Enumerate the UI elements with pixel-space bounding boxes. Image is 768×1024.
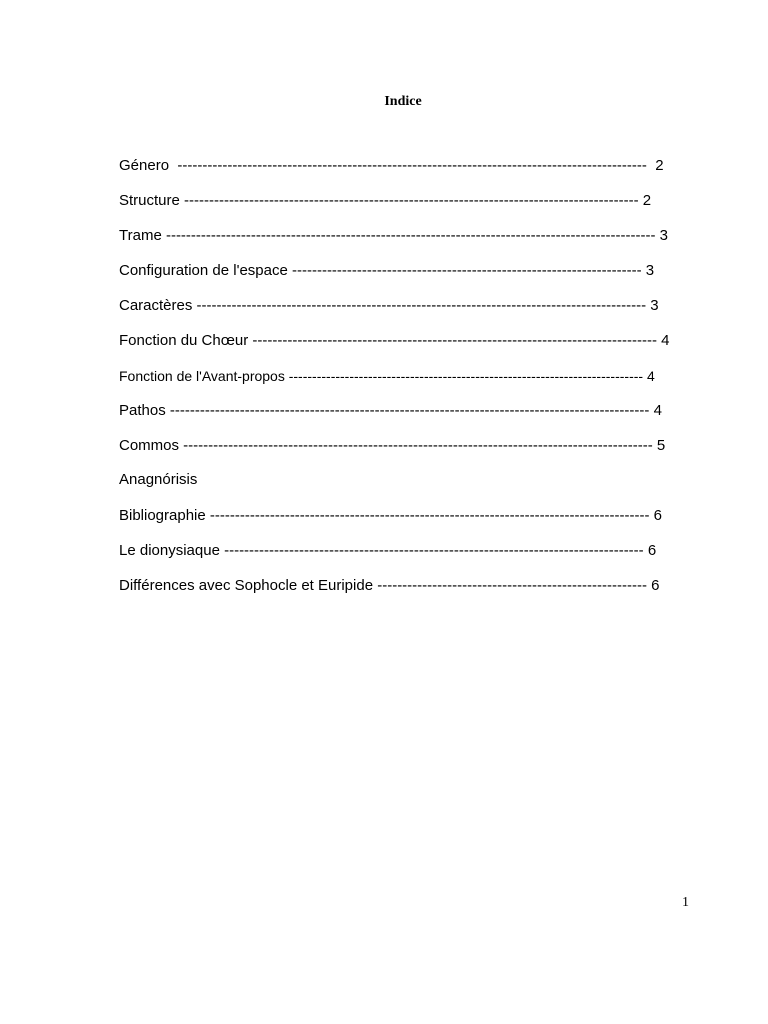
- toc-entry-anagnorisis: Anagnórisis: [119, 471, 198, 488]
- page-number: 1: [682, 895, 689, 910]
- toc-entry-structure: Structure ------------------------------------------------------------------------------------------- 2: [119, 192, 652, 209]
- toc-entry-genero: Género ---------------------------------------------------------------------------------------------- 2: [119, 157, 664, 174]
- toc-entry-fonction-avant-propos: Fonction de l'Avant-propos ---------------------------------------------------------------------------- 4: [119, 368, 655, 384]
- toc-entry-caracteres: Caractères ------------------------------------------------------------------------------------------ 3: [119, 297, 659, 314]
- toc-entry-commos: Commos ---------------------------------------------------------------------------------------------- 5: [119, 437, 666, 454]
- toc-entry-configuration: Configuration de l'espace ---------------------------------------------------------------------- 3: [119, 262, 655, 279]
- toc-entry-fonction-choeur: Fonction du Chœur --------------------------------------------------------------------------------- 4: [119, 332, 670, 349]
- toc-entry-trame: Trame -------------------------------------------------------------------------------------------------- 3: [119, 227, 668, 244]
- page-title: Indice: [384, 94, 422, 109]
- toc-entry-bibliographie: Bibliographie ---------------------------------------------------------------------------------------- 6: [119, 507, 662, 524]
- toc-entry-differences: Différences avec Sophocle et Euripide ------------------------------------------------------ 6: [119, 577, 660, 594]
- toc-entry-pathos: Pathos ------------------------------------------------------------------------------------------------ 4: [119, 402, 662, 419]
- toc-entry-dionysiaque: Le dionysiaque ------------------------------------------------------------------------------------ 6: [119, 542, 657, 559]
